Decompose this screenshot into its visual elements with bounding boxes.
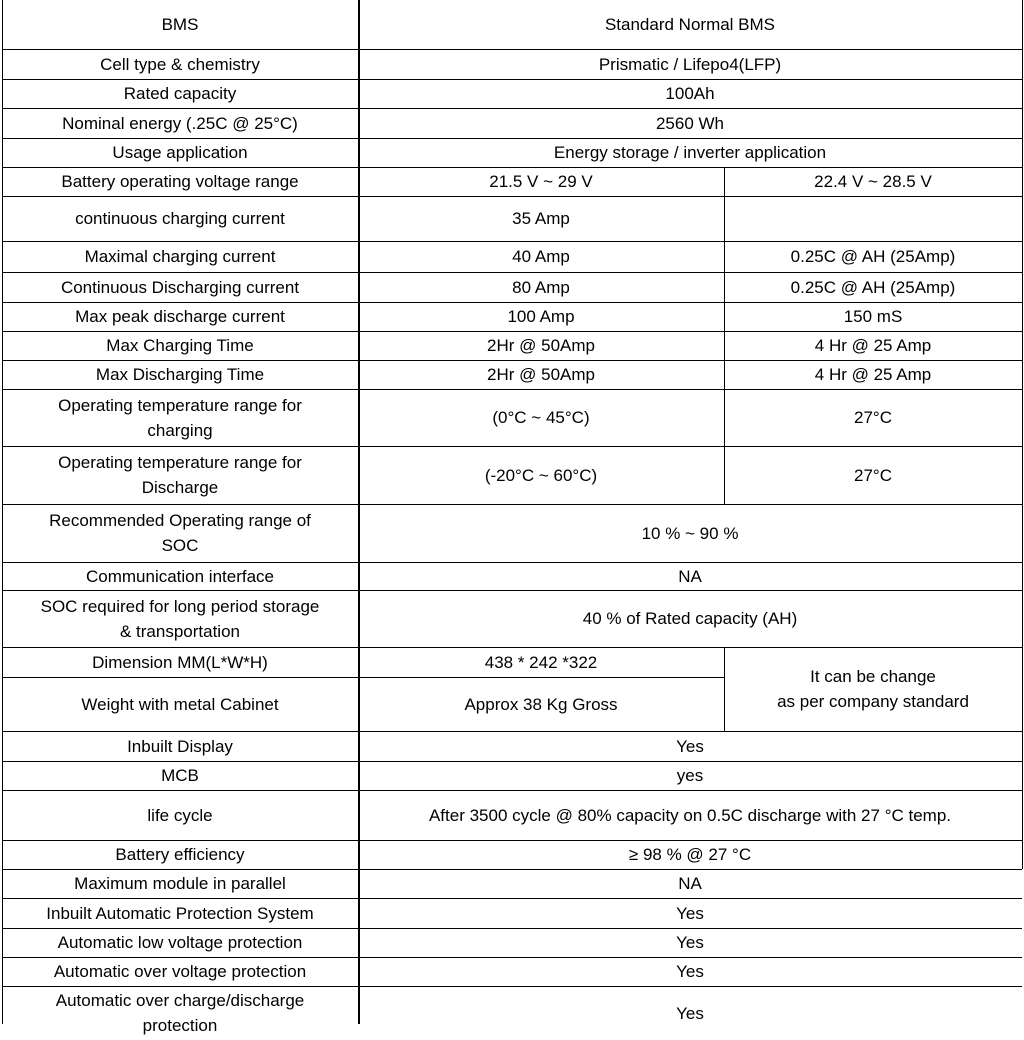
spec-value-alt: 4 Hr @ 25 Amp xyxy=(814,365,932,384)
spec-value: After 3500 cycle @ 80% capacity on 0.5C discharge with 27 °C temp. xyxy=(428,805,952,825)
spec-value: Yes xyxy=(676,1003,704,1023)
spec-label: Max Discharging Time xyxy=(95,365,265,384)
spec-label: Inbuilt Display xyxy=(127,736,233,756)
spec-value: 438 * 242 *322 xyxy=(484,652,598,672)
spec-label: Communication interface xyxy=(85,566,275,586)
spec-label: Dimension MM(L*W*H) xyxy=(92,652,268,672)
spec-label: Automatic low voltage protection xyxy=(57,933,303,952)
spec-value-alt xyxy=(724,196,1022,241)
spec-value: Yes xyxy=(676,736,704,756)
spec-label: Automatic over charge/discharge protection xyxy=(55,991,305,1035)
spec-value-alt: 27°C xyxy=(854,465,892,485)
spec-value: Energy storage / inverter application xyxy=(553,143,827,162)
spec-label: Continuous Discharging current xyxy=(60,277,300,297)
table-gridline xyxy=(1022,0,1023,869)
spec-label: Max peak discharge current xyxy=(75,307,285,326)
spec-label: Operating temperature range for Discharge xyxy=(58,453,302,497)
spec-value-alt: 22.4 V ~ 28.5 V xyxy=(814,172,932,191)
spec-label: Rated capacity xyxy=(123,84,237,103)
spec-value: 10 % ~ 90 % xyxy=(641,523,739,543)
spec-value: (-20°C ~ 60°C) xyxy=(484,465,598,485)
spec-label: Cell type & chemistry xyxy=(100,54,260,74)
spec-value: (0°C ~ 45°C) xyxy=(492,408,590,427)
spec-value: NA xyxy=(678,874,702,893)
spec-label: life cycle xyxy=(147,805,213,825)
spec-value: Standard Normal BMS xyxy=(604,15,776,34)
spec-label: Automatic over voltage protection xyxy=(53,962,307,981)
spec-value: ≥ 98 % @ 27 °C xyxy=(628,845,752,864)
spec-value-alt: 0.25C @ AH (25Amp) xyxy=(790,247,956,266)
spec-value: 2Hr @ 50Amp xyxy=(487,336,595,355)
spec-label: Operating temperature range for charging xyxy=(58,395,302,440)
spec-label: Nominal energy (.25C @ 25°C) xyxy=(62,113,298,133)
spec-label: Battery efficiency xyxy=(115,845,245,864)
spec-label: Usage application xyxy=(112,143,248,162)
spec-label: Max Charging Time xyxy=(106,336,254,355)
spec-value: 2560 Wh xyxy=(655,113,725,133)
spec-label: Recommended Operating range of SOC xyxy=(49,511,311,555)
spec-label: Maximum module in parallel xyxy=(74,874,286,893)
spec-label: Weight with metal Cabinet xyxy=(81,694,279,714)
spec-value-alt: 0.25C @ AH (25Amp) xyxy=(790,277,956,297)
spec-value: 100Ah xyxy=(665,84,715,103)
spec-value: 40 Amp xyxy=(512,247,570,266)
spec-value: Yes xyxy=(676,933,704,952)
spec-label: BMS xyxy=(161,15,199,34)
spec-label: continuous charging current xyxy=(75,209,285,228)
spec-label: Inbuilt Automatic Protection System xyxy=(46,903,314,923)
spec-merged-note: It can be change as per company standard xyxy=(777,667,969,711)
spec-value: 40 % of Rated capacity (AH) xyxy=(582,609,798,628)
spec-value: Approx 38 Kg Gross xyxy=(464,694,618,714)
spec-value: NA xyxy=(678,566,702,586)
spec-value: 35 Amp xyxy=(512,209,570,228)
spec-value: Yes xyxy=(676,962,704,981)
spec-value: yes xyxy=(676,766,704,785)
spec-label: Battery operating voltage range xyxy=(61,172,299,191)
spec-value: 80 Amp xyxy=(512,277,570,297)
spec-value: Prismatic / Lifepo4(LFP) xyxy=(598,54,782,74)
spec-value: 21.5 V ~ 29 V xyxy=(489,172,593,191)
spec-value-alt: 150 mS xyxy=(843,307,903,326)
spec-value: 100 Amp xyxy=(507,307,575,326)
spec-label: Maximal charging current xyxy=(84,247,276,266)
spec-value-alt: 27°C xyxy=(854,408,892,427)
spec-value: Yes xyxy=(676,903,704,923)
spec-label: SOC required for long period storage & transportation xyxy=(40,596,320,641)
spec-label: MCB xyxy=(161,766,199,785)
spec-value-alt: 4 Hr @ 25 Amp xyxy=(814,336,932,355)
spec-value: 2Hr @ 50Amp xyxy=(487,365,595,384)
